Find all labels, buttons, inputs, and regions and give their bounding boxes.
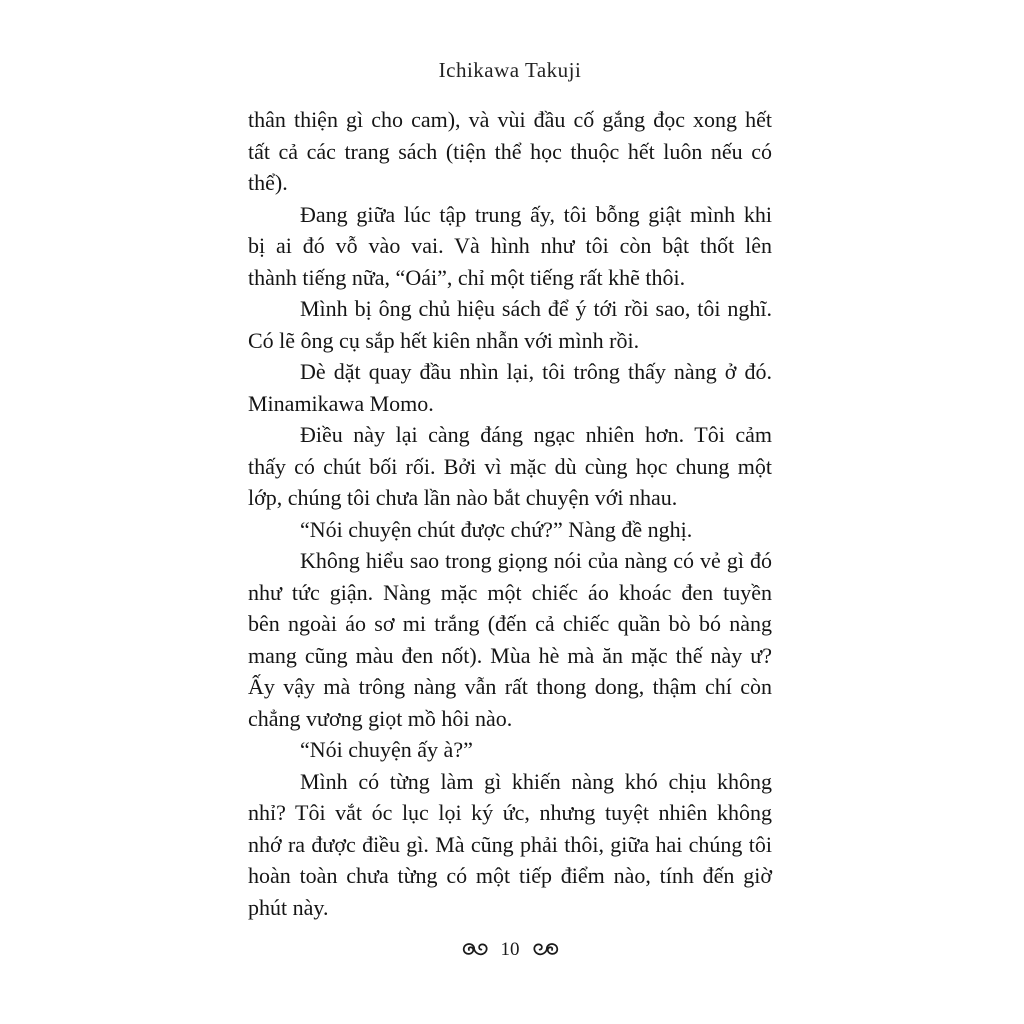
floral-swash-right-icon [532, 942, 560, 958]
text-line: Có lẽ ông cụ sắp hết kiên nhẫn với mình rồi. [248, 327, 640, 353]
running-header-author: Ichikawa Takuji [438, 58, 582, 82]
paragraph [248, 734, 772, 766]
text-line: “Nói chuyện chút được chứ?” Nàng đề nghị. [300, 516, 693, 542]
text-line: như tức giận. Nàng mặc một chiếc áo khoác đen tuyền [248, 579, 772, 605]
body-text [248, 104, 772, 923]
text-line: lớp, chúng tôi chưa lần nào bắt chuyện với nhau. [248, 485, 678, 510]
paragraph [248, 514, 772, 546]
text-line: thành tiếng nữa, “Oái”, chỉ một tiếng rất khẽ thôi. [248, 264, 686, 290]
text-line: mang cũng màu đen nốt). Mùa hè mà ăn mặc thế này ư? [248, 642, 772, 668]
text-line: thể). [248, 170, 288, 195]
paragraph [248, 545, 772, 734]
text-line: “Nói chuyện ấy à?” [300, 737, 473, 762]
page-footer [248, 938, 772, 962]
text-line: tất cả các trang sách (tiện thể học thuộc hết luôn nếu có [248, 138, 772, 164]
text-line: hoàn toàn chưa từng có một tiếp điểm nào, tính đến giờ [248, 863, 772, 888]
paragraph [248, 356, 772, 419]
page-number: 10 [500, 939, 520, 960]
paragraph [248, 293, 772, 356]
paragraph [248, 419, 772, 514]
text-line: chẳng vương giọt mồ hôi nào. [248, 705, 513, 731]
text-line: Điều này lại càng đáng ngạc nhiên hơn. Tôi cảm [300, 422, 772, 447]
text-line: Minamikawa Momo. [248, 390, 434, 416]
paragraph [248, 766, 772, 924]
floral-swash-left-icon [461, 942, 489, 958]
text-line: phút này. [248, 894, 329, 920]
text-line: Dè dặt quay đầu nhìn lại, tôi trông thấy nàng ở đó. [300, 359, 772, 384]
text-line: thấy có chút bối rối. Bởi vì mặc dù cùng học chung một [248, 453, 772, 479]
text-line: Không hiểu sao trong giọng nói của nàng có vẻ gì đó [300, 548, 772, 573]
paragraph [248, 104, 772, 199]
paragraph [248, 199, 772, 294]
text-line: Ấy vậy mà trông nàng vẫn rất thong dong, thậm chí còn [248, 674, 772, 699]
text-line: bị ai đó vỗ vào vai. Và hình như tôi còn bật thốt lên [248, 233, 772, 258]
text-line: Mình bị ông chủ hiệu sách để ý tới rồi sao, tôi nghĩ. [300, 296, 772, 321]
text-line: Mình có từng làm gì khiến nàng khó chịu không [300, 768, 772, 794]
text-line: Đang giữa lúc tập trung ấy, tôi bỗng giật mình khi [300, 201, 772, 227]
text-line: thân thiện gì cho cam), và vùi đầu cố gắng đọc xong hết [248, 107, 772, 132]
text-line: nhớ ra được điều gì. Mà cũng phải thôi, giữa hai chúng tôi [248, 831, 772, 857]
text-line: nhỉ? Tôi vắt óc lục lọi ký ức, nhưng tuyệt nhiên không [248, 800, 772, 825]
text-line: bên ngoài áo sơ mi trắng (đến cả chiếc quần bò bó nàng [248, 611, 772, 636]
